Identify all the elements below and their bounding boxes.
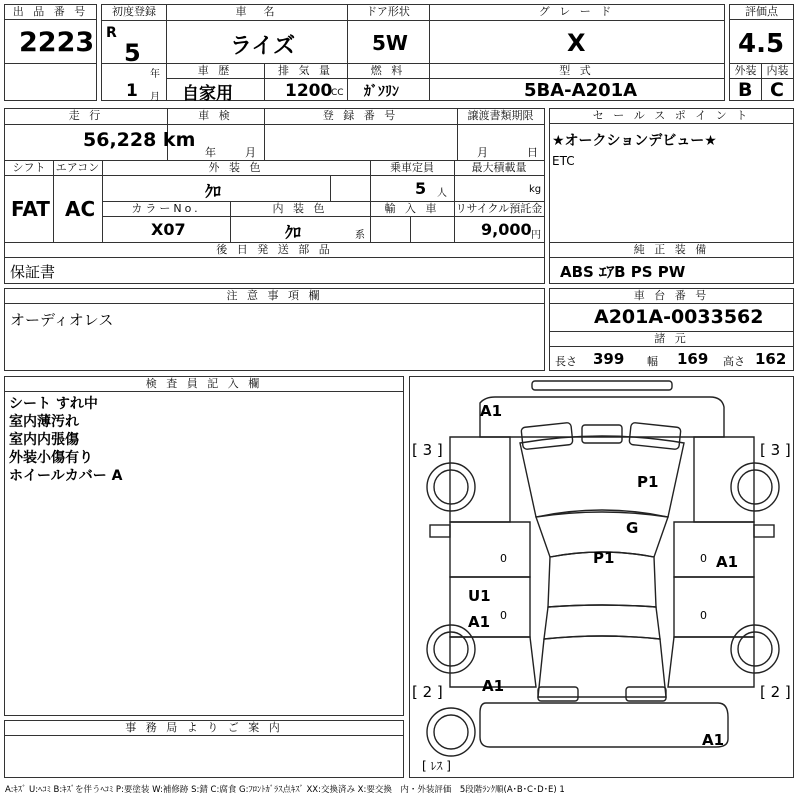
mark-left-rear-door-u: U1 — [468, 587, 491, 605]
score-box — [729, 4, 794, 101]
tire-spare: [ ﾚｽ ] — [422, 759, 451, 773]
sales-points-header: セ ー ル ス ポ イ ン ト — [550, 109, 793, 124]
left-front-door-shape — [450, 522, 530, 577]
right-rear-fender-shape — [668, 637, 754, 687]
mark-rear-bumper: A1 — [702, 731, 725, 749]
max-load-header: 最大積載量 — [471, 161, 527, 174]
sales-point-2: ETC — [552, 154, 575, 168]
lot-number-header: 出 品 番 号 — [5, 5, 96, 20]
dims-header: 諸 元 — [550, 332, 793, 347]
width-label: 幅 — [647, 355, 658, 368]
inspector-box — [4, 376, 404, 716]
first-reg-header: 初度登録 — [112, 5, 156, 18]
inspector-header: 検 査 員 記 入 欄 — [5, 377, 403, 392]
model-code: 5BA-A201A — [524, 80, 638, 101]
notes-box — [4, 288, 545, 371]
grade: X — [567, 29, 586, 57]
office-header: 事 務 局 よ り ご 案 内 — [5, 721, 403, 736]
air-conditioner: AC — [65, 197, 96, 221]
lot-number: 2223 — [19, 27, 95, 58]
chassis-box — [549, 288, 794, 371]
sales-point-1: ★オークションデビュー★ — [552, 133, 717, 149]
lot-number-box — [4, 4, 97, 101]
chassis-number: A201A-0033562 — [594, 306, 764, 328]
door-header: ドア形状 — [366, 5, 410, 18]
front-spoiler-shape — [532, 381, 672, 390]
pillar-mark-4: 0 — [700, 609, 707, 622]
inspector-line-3: 室内内張傷 — [9, 432, 79, 448]
exterior-header: 外装 — [734, 64, 757, 77]
notes-header: 注 意 事 項 欄 — [5, 289, 544, 304]
exterior-color: ｸﾛ — [205, 182, 222, 201]
damage-legend: A:ｷｽﾞ U:ﾍｺﾐ B:ｷｽﾞを伴うﾍｺﾐ P:要塗装 W:補修跡 S:錆 C:腐食 G:ﾌﾛﾝﾄｶﾞﾗｽ点ｷｽﾞ XX:交換済み X:要交換 内・外装評価 5段階ﾗﾝｸ順(A･B･C･D･E) 1 — [5, 785, 565, 795]
tire-rear-right: [ 2 ] — [760, 683, 791, 701]
year-unit: 年 — [150, 69, 160, 80]
transfer-month-unit: 月 — [477, 146, 488, 159]
reg-year: 5 — [124, 39, 141, 67]
mark-roof: P1 — [593, 549, 615, 567]
pillar-mark-3: 0 — [700, 552, 707, 565]
right-taillight-shape — [626, 687, 666, 701]
capacity-unit: 人 — [437, 188, 447, 199]
fuel-header: 燃 料 — [370, 64, 406, 77]
ac-header: エアコン — [55, 161, 100, 174]
capacity: 5 — [415, 179, 427, 198]
grade-header: グ レ ー ド — [538, 5, 615, 18]
car-name: ライズ — [230, 34, 296, 59]
interior-grade: C — [770, 79, 784, 101]
car-name-header: 車 名 — [235, 5, 278, 18]
displacement-unit: CC — [331, 88, 344, 98]
pillar-mark-1: 0 — [500, 552, 507, 565]
capacity-header: 乗車定員 — [390, 161, 434, 174]
era: R — [106, 25, 117, 41]
interior-color-unit: 系 — [355, 230, 365, 241]
color-number: X07 — [151, 220, 186, 239]
car-diagram-svg — [410, 377, 793, 777]
right-headlight-shape — [629, 422, 681, 449]
interior-color: ｸﾛ — [285, 223, 302, 242]
equipment: ABS ｴｱB PS PW — [560, 263, 686, 281]
length-label: 長さ — [555, 355, 577, 368]
left-taillight-shape — [538, 687, 578, 701]
history: 自家用 — [182, 84, 233, 104]
inspector-line-5: ホイールカバー A — [9, 468, 123, 484]
tire-front-right: [ 3 ] — [760, 441, 791, 459]
mark-left-rear-door-a: A1 — [468, 613, 491, 631]
reg-month: 1 — [126, 81, 138, 101]
tire-rear-left: [ 2 ] — [412, 683, 443, 701]
inspection-month-unit: 月 — [245, 146, 256, 159]
import-header: 輸 入 車 — [384, 202, 440, 215]
equipment-header: 純 正 装 備 — [550, 243, 793, 258]
interior-header: 内装 — [766, 64, 789, 77]
sales-points-box — [549, 108, 794, 284]
displacement-header: 排 気 量 — [278, 64, 333, 77]
mark-hood: P1 — [637, 473, 659, 491]
inspection-year-unit: 年 — [205, 146, 216, 159]
recycle-fee: 9,000 — [481, 220, 532, 239]
car-diagram — [409, 376, 794, 778]
mileage: 56,228 km — [83, 129, 196, 151]
vehicle-info-box — [101, 4, 725, 104]
interior-color-header: 内 装 色 — [272, 202, 328, 215]
reg-number-header: 登 録 番 号 — [322, 109, 399, 122]
inspection-header: 車 検 — [198, 109, 233, 122]
office-box — [4, 720, 404, 778]
left-mirror-shape — [430, 525, 450, 537]
inspector-line-4: 外装小傷有り — [9, 450, 93, 466]
mark-left-rear-fender: A1 — [482, 677, 505, 695]
score: 4.5 — [738, 29, 785, 59]
month-unit: 月 — [150, 92, 160, 103]
mark-right-front-door: A1 — [716, 553, 739, 571]
rear-window-shape — [544, 605, 660, 639]
history-header: 車 歴 — [197, 64, 233, 77]
inspector-line-1: シート すれ中 — [9, 396, 98, 412]
transfer-day-unit: 日 — [527, 146, 538, 159]
left-headlight-shape — [521, 422, 573, 449]
pillar-mark-2: 0 — [500, 609, 507, 622]
transfer-deadline-header: 譲渡書類期限 — [467, 109, 534, 122]
parts-header: 後 日 発 送 部 品 — [216, 243, 333, 256]
exterior-color-header: 外 装 色 — [208, 161, 264, 174]
chassis-header: 車 台 番 号 — [550, 289, 793, 304]
front-bumper-shape — [480, 397, 724, 437]
mileage-header: 走 行 — [68, 109, 104, 122]
notes: オーディオレス — [10, 311, 114, 329]
tire-front-left: [ 3 ] — [412, 441, 443, 459]
displacement: 1200 — [285, 81, 333, 101]
recycle-fee-unit: 円 — [531, 230, 541, 241]
right-mirror-shape — [754, 525, 774, 537]
grille-shape — [582, 425, 622, 443]
height-label: 高さ — [723, 355, 745, 368]
parts-to-send: 保証書 — [10, 263, 56, 281]
fuel: ｶﾞｿﾘﾝ — [364, 84, 399, 100]
load-unit: kg — [529, 184, 542, 195]
right-front-door-shape — [674, 522, 754, 577]
vehicle-detail-box — [4, 108, 545, 284]
exterior-grade: B — [738, 79, 753, 101]
tailgate-shape — [538, 636, 666, 697]
score-header: 評価点 — [730, 5, 793, 20]
inspector-line-2: 室内薄汚れ — [9, 414, 79, 430]
door-type: 5W — [372, 31, 408, 55]
color-number-header: カラーNo. — [131, 202, 201, 215]
length: 399 — [593, 350, 625, 368]
shift: FAT — [11, 197, 50, 221]
rear-bumper-shape — [480, 703, 728, 747]
mark-front-bumper: A1 — [480, 402, 503, 420]
height: 162 — [755, 350, 787, 368]
shift-header: シフト — [12, 161, 46, 174]
mark-windshield: G — [626, 519, 639, 537]
model-header: 型 式 — [559, 64, 594, 77]
recycle-fee-header: リサイクル預託金 — [455, 202, 543, 215]
width: 169 — [677, 350, 709, 368]
